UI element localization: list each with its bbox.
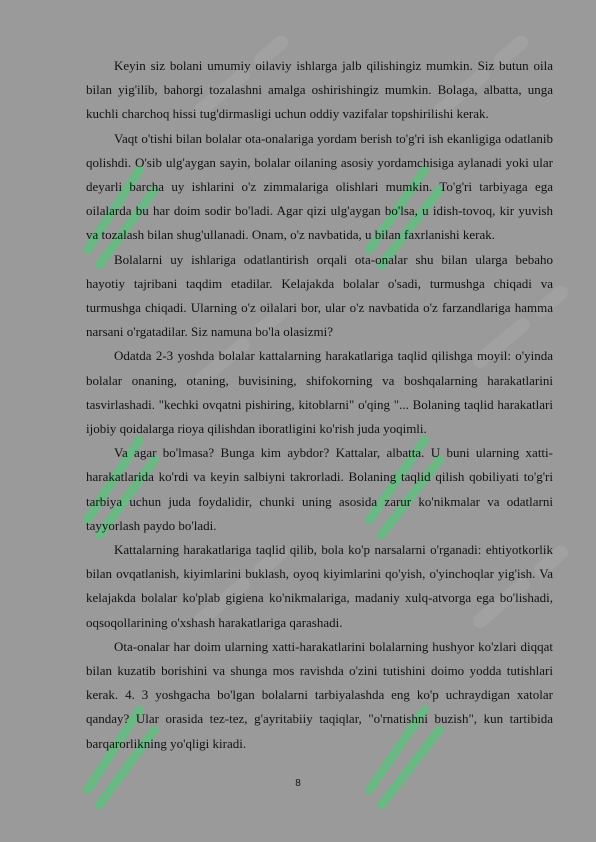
paragraph: Ota-onalar har doim ularning xatti-harakatlarini bolalarning hushyor ko'zlari diqqat bilan kuzatib borishini va shunga mos ravishda o'zini tutishini doimo yodda tutishlari kerak. 4. 3 yoshgacha bo'lgan bolalarni tarbiyalashda eng ko'p uchraydigan xatolar qanday? Ular orasida tez-tez, g'ayritabiiy taqiqlar, "o'rnatishni buzish", kun tartibida barqarorlikning yo'qligi kiradi. <box>86 638 553 751</box>
paragraph: Bolalarni uy ishlariga odatlantirish orqali ota-onalar shu bilan ularga bebaho hayotiy tajribani taqdim etadilar. Kelajakda bolalar o'sadi, turmushga chiqadi va turmushga chiqadi. Ularning o'z oilalari bor, ular o'z navbatida o'z farzandlariga hamma narsani o'rgatadilar. Siz namuna bo'la olasizmi? <box>86 251 553 340</box>
paragraph: Keyin siz bolani umumiy oilaviy ishlarga jalb qilishingiz mumkin. Siz butun oila bilan yig'ilib, bahorgi tozalashni amalga oshirishingiz mumkin. Bolaga, albatta, unga kuchli charchoq hissi tug'dirmasligi uchun oddiy vazifalar topshirilishi kerak. <box>86 58 553 122</box>
document-body <box>86 54 553 756</box>
paragraph: Kattalarning harakatlariga taqlid qilib, bola ko'p narsalarni o'rganadi: ehtiyotkorlik bilan ovqatlanish, kiyimlarini buklash, oyoq kiyimlarini qo'yish, o'yinchoqlar yig'ish. Va kelajakda bolalar ko'plab gigiena ko'nikmalariga, madaniy xulq-atvorga ega bo'lishadi, oqsoqollarining o'xshash harakatlariga qarashadi. <box>86 542 553 630</box>
paragraph: Odatda 2-3 yoshda bolalar kattalarning harakatlariga taqlid qilishga moyil: o'yinda bolalar onaning, otaning, buvisining, shifokorning va boshqalarning harakatlarini tasvirlashadi. "kechki ovqatni pishiring, kitoblarni" o'qing "... Bolaning taqlid harakatlari ijobiy qoidalarga rioya qilishdan iboratligini ko'rish juda yoqimli. <box>86 348 553 437</box>
paragraph: Va agar bo'lmasa? Bunga kim aybdor? Kattalar, albatta. U buni ularning xatti-harakatlarida ko'rdi va keyin salbiyni takrorladi. Bolaning taqlid qilish qobiliyati to'g'ri tarbiya uchun juda foydalidir, chunki uning asosida zarur ko'nikmalar va odatlarni tayyorlash paydo bo'ladi. <box>86 445 553 533</box>
paragraph: Vaqt o'tishi bilan bolalar ota-onalariga yordam berish to'g'ri ish ekanligiga odatlanib qolishdi. O'sib ulg'aygan sayin, bolalar oilaning asosiy yordamchisiga aylanadi yoki ular deyarli barcha uy ishlarini o'z zimmalariga olishlari mumkin. To'g'ri tarbiyaga ega oilalarda bu har doim sodir bo'ladi. Agar qizi ulg'aygan bo'lsa, u idish-tovoq, kir yuvish va tozalash bilan shug'ullanadi. Onam, o'z navbatida, u bilan faxrlanishi kerak. <box>86 130 553 243</box>
page-number: 8 <box>295 778 301 789</box>
